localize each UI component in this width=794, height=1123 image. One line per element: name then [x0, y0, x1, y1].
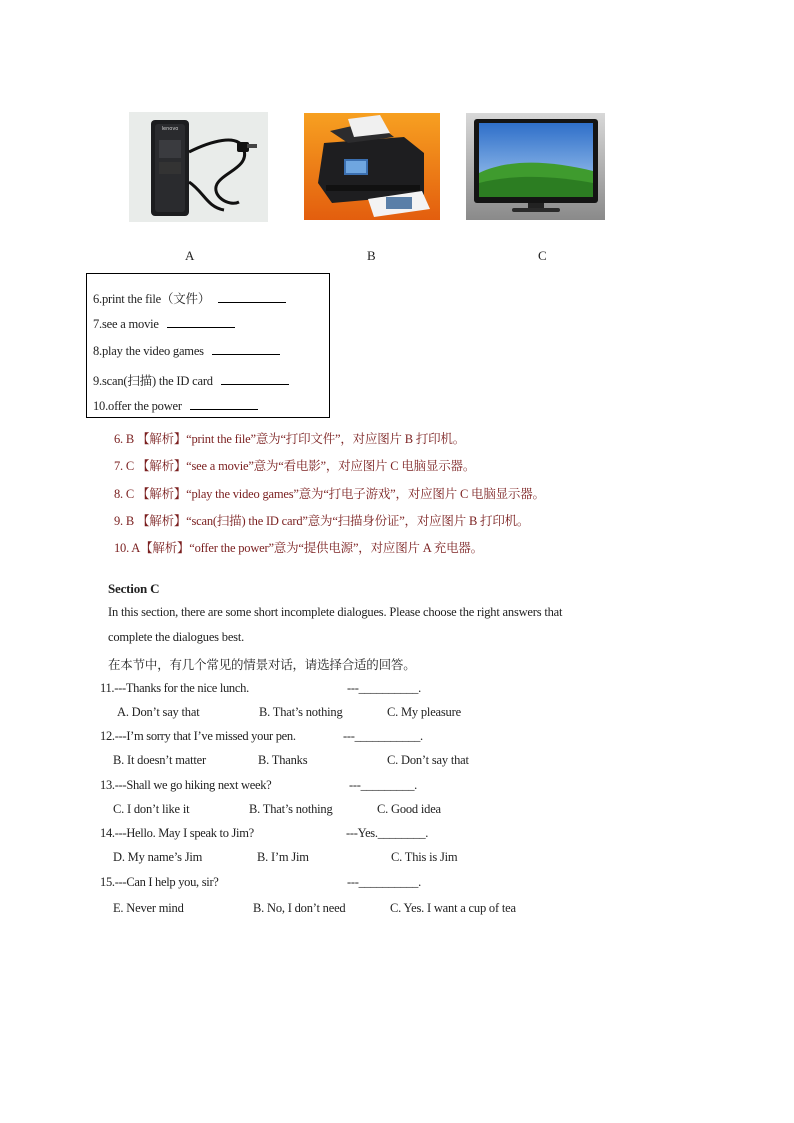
- option: A. Don’t say that: [117, 705, 200, 719]
- answer-explanation: 9. B 【解析】“scan(扫描) the ID card”意为“扫描身份证”，对应图片 B 打印机。: [114, 514, 530, 528]
- option: C. This is Jim: [391, 850, 458, 864]
- question-prompt: 11.---Thanks for the nice lunch.: [100, 681, 249, 695]
- question-prompt: 12.---I’m sorry that I’ve missed your pen.: [100, 729, 296, 743]
- adapter-brand-text: lenovo: [161, 126, 179, 132]
- answer-explanation: 7. C 【解析】“see a movie”意为“看电影”，对应图片 C 电脑显示器。: [114, 459, 476, 473]
- picture-a-label: A: [185, 248, 195, 263]
- option: B. That’s nothing: [259, 705, 343, 719]
- question-reply: ---Yes.________.: [346, 826, 429, 840]
- option: B. No, I don’t need: [253, 901, 346, 915]
- answer-explanation: 6. B 【解析】“print the file”意为“打印文件”，对应图片 B 打印机。: [114, 432, 466, 446]
- question-reply: ---___________.: [343, 729, 423, 743]
- answer-blank: [218, 301, 286, 303]
- matching-item: 8.play the video games: [93, 344, 280, 359]
- option: C. I don’t like it: [113, 802, 190, 816]
- monitor-image: [466, 113, 605, 220]
- option: B. It doesn’t matter: [113, 753, 206, 767]
- answer-blank: [221, 383, 289, 385]
- section-intro: complete the dialogues best.: [108, 630, 245, 644]
- matching-item: 10.offer the power: [93, 399, 258, 414]
- question-reply: ---_________.: [349, 778, 417, 792]
- option: B. I’m Jim: [257, 850, 309, 864]
- option: B. That’s nothing: [249, 802, 333, 816]
- picture-c-label: C: [538, 248, 547, 263]
- matching-item: 7.see a movie: [93, 317, 235, 332]
- answer-explanation: 10. A【解析】“offer the power”意为“提供电源”，对应图片 A 充电器。: [114, 541, 483, 555]
- section-intro: In this section, there are some short incomplete dialogues. Please choose the right answers that: [108, 605, 563, 619]
- section-title: Section C: [108, 581, 160, 596]
- option: B. Thanks: [258, 753, 308, 767]
- answer-blank: [167, 326, 235, 328]
- option: C. Don’t say that: [387, 753, 469, 767]
- answer-explanation: 8. C 【解析】“play the video games”意为“打电子游戏”，对应图片 C 电脑显示器。: [114, 487, 545, 501]
- question-reply: ---__________.: [347, 681, 421, 695]
- option: E. Never mind: [113, 901, 184, 915]
- answer-blank: [212, 353, 280, 355]
- question-prompt: 14.---Hello. May I speak to Jim?: [100, 826, 254, 840]
- option: C. Good idea: [377, 802, 441, 816]
- matching-box: [86, 273, 330, 418]
- question-prompt: 15.---Can I help you, sir?: [100, 875, 219, 889]
- option: D. My name’s Jim: [113, 850, 203, 864]
- question-reply: ---__________.: [347, 875, 421, 889]
- option: C. Yes. I want a cup of tea: [390, 901, 516, 915]
- picture-b-label: B: [367, 248, 376, 263]
- matching-item: 9.scan(扫描) the ID card: [93, 371, 289, 389]
- printer-image: [304, 113, 440, 220]
- power-adapter-image: [129, 112, 268, 222]
- section-intro-chinese: 在本节中，有几个常见的情景对话，请选择合适的回答。: [108, 657, 416, 672]
- matching-item: 6.print the file（文件）: [93, 289, 286, 307]
- option: C. My pleasure: [387, 705, 461, 719]
- question-prompt: 13.---Shall we go hiking next week?: [100, 778, 272, 792]
- answer-blank: [190, 408, 258, 410]
